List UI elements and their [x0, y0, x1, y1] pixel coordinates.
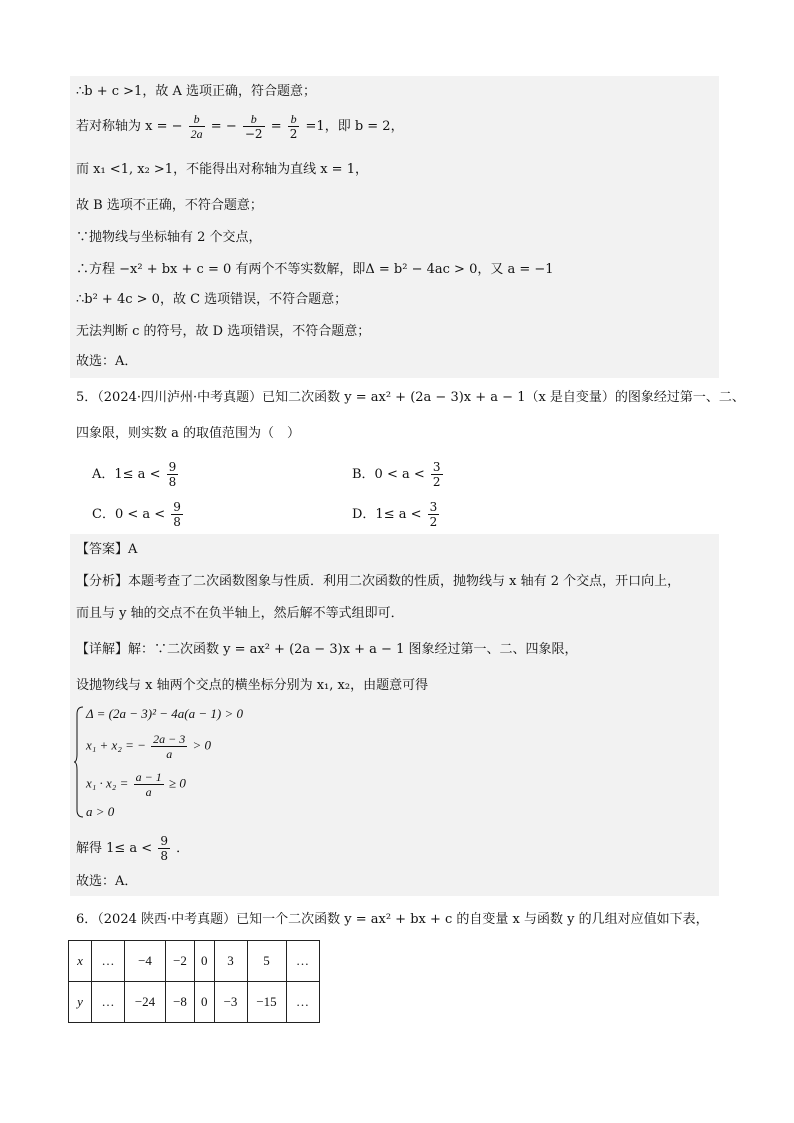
detail-line: 【详解】解：∵二次函数 y = ax² + (2a − 3)x + a − 1 图象经过第一、二、四象限， — [76, 642, 578, 657]
system-line-sum: x₁ + x₂ = − $\frac{2a - 3}{a}$ > 0 — [86, 732, 212, 761]
fraction: $\frac{b}{2}$ — [289, 112, 298, 141]
detail-line: 设抛物线与 x 轴两个交点的横坐标分别为 x₁, x₂，由题意可得 — [76, 678, 429, 693]
question-5-stem: 5．（2024·四川泸州·中考真题）已知二次函数 y = ax² + (2a − 3)x + a − 1（x 是自变量）的图象经过第一、二、 — [76, 390, 745, 405]
option-b[interactable]: B．0 < a < $\frac{3}{2}$ — [352, 460, 441, 489]
solve-line: 解得 1≤ a < $\frac{9}{8}$ ． — [76, 834, 190, 863]
solution-line: 无法判断 c 的符号，故 D 选项错误，不符合题意； — [76, 324, 371, 339]
option-a[interactable]: A．1≤ a < $\frac{9}{8}$ — [92, 460, 177, 489]
solution-line: 故 B 选项不正确，不符合题意； — [76, 198, 263, 213]
question-6-stem: 6．（2024 陕西·中考真题）已知一个二次函数 y = ax² + bx + c 的自变量 x 与函数 y 的几组对应值如下表， — [76, 912, 709, 927]
choose-line: 故选：A． — [76, 874, 138, 889]
value-table — [68, 940, 320, 1023]
option-c[interactable]: C．0 < a < $\frac{9}{8}$ — [92, 500, 181, 529]
fraction: $\frac{b}{2a}$ — [190, 112, 203, 141]
solution-line: ∴b + c >1，故 A 选项正确，符合题意； — [76, 84, 316, 99]
fraction: $\frac{b}{-2}$ — [244, 112, 263, 141]
solution-line: 而 x₁ <1, x₂ >1，不能得出对称轴为直线 x = 1， — [76, 162, 368, 177]
analysis-line: 【分析】本题考查了二次函数图象与性质．利用二次函数的性质，抛物线与 x 轴有 2 个交点，开口向上， — [76, 574, 681, 589]
solution-line: ∵抛物线与坐标轴有 2 个交点， — [76, 230, 262, 245]
system-line-discriminant: Δ = (2a − 3)² − 4a(a − 1) > 0 — [86, 706, 243, 721]
question-5-stem: 四象限，则实数 a 的取值范围为（ ） — [76, 426, 301, 441]
system-line-product: x₁ · x₂ = $\frac{a - 1}{a}$ ≥ 0 — [86, 770, 186, 799]
system-line-a-positive: a > 0 — [86, 804, 115, 819]
analysis-line: 而且与 y 轴的交点不在负半轴上，然后解不等式组即可． — [76, 606, 404, 621]
table-row: y … −24 −8 0 −3 −15 … — [69, 982, 320, 1023]
left-brace-icon — [74, 706, 84, 818]
solution-line: ∴方程 −x² + bx + c = 0 有两个不等实数解，即Δ = b² − 4ac > 0，又 a = −1 — [76, 262, 554, 277]
solution-line-symmetry-axis: 若对称轴为 x = − $\frac{b}{2a}$ = − $\frac{b}{-2}$ = $\frac{b}{2}$ =1，即 b = 2， — [76, 112, 404, 141]
option-d[interactable]: D．1≤ a < $\frac{3}{2}$ — [352, 500, 438, 529]
answer-line: 【答案】A — [76, 542, 138, 557]
solution-line: ∴b² + 4c > 0，故 C 选项错误，不符合题意； — [76, 292, 348, 307]
table-row: x … −4 −2 0 3 5 … — [69, 941, 320, 982]
solution-line: 故选：A． — [76, 354, 138, 369]
